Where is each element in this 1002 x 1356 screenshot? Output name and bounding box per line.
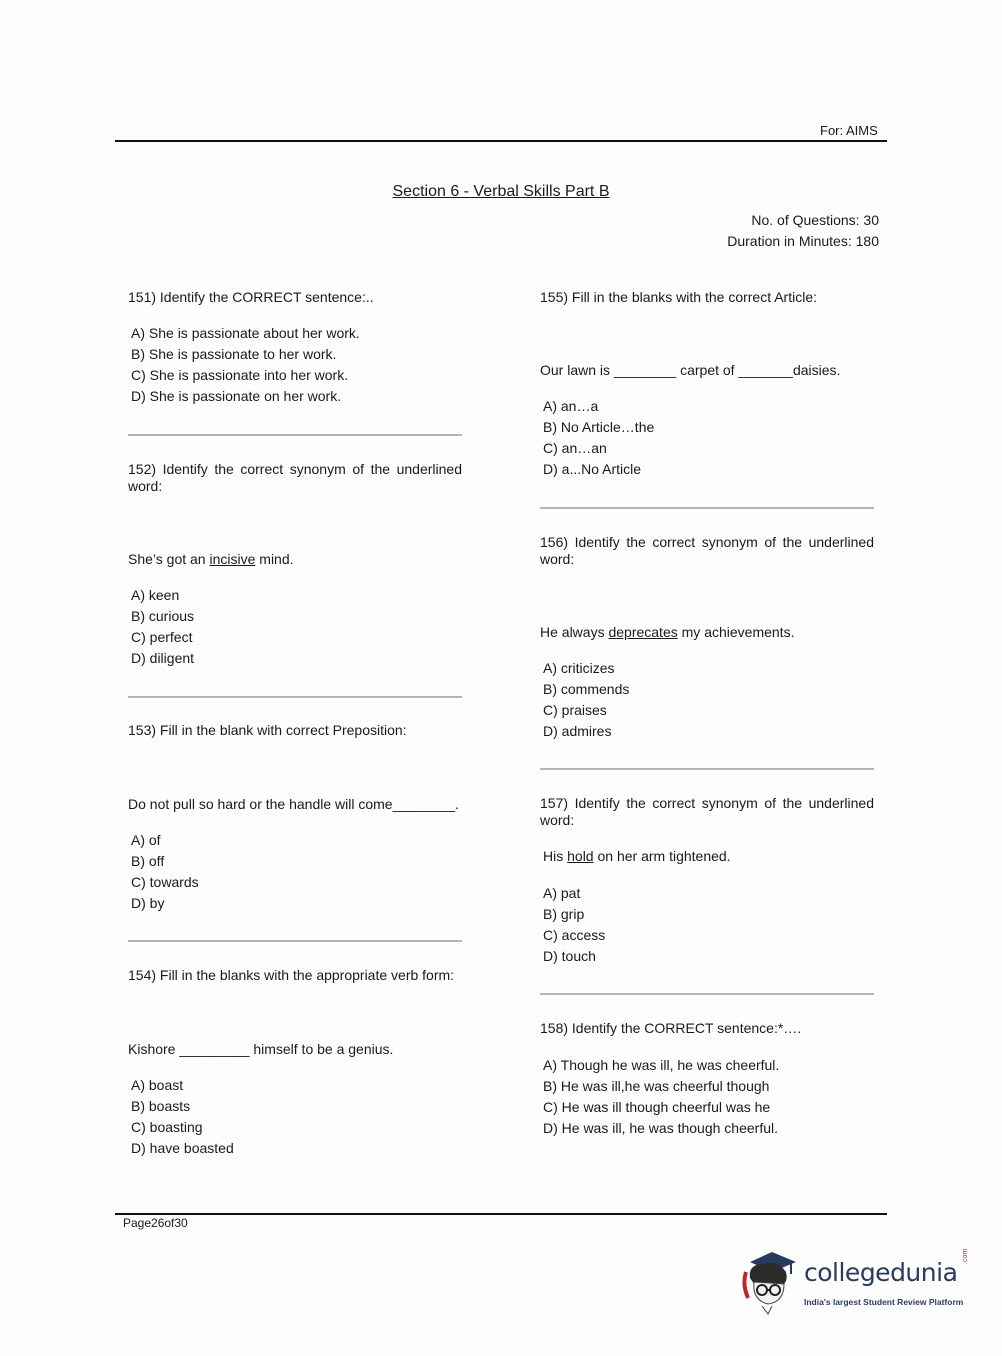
option-b: B) commends [543,681,630,697]
option-d: D) diligent [131,650,195,666]
option-a: A) keen [131,587,180,603]
options-list [543,396,654,480]
footer-rule [115,1213,887,1215]
option-c: C) perfect [131,629,193,645]
option-b: B) He was ill,he was cheerful though [543,1078,770,1094]
option-b: B) grip [543,906,585,922]
option-d: D) He was ill, he was though cheerful. [543,1120,778,1136]
options-list [543,1055,779,1139]
sentence-pre: She’s got an [128,551,210,567]
option-c: C) towards [131,874,199,890]
sentence-post: my achievements. [677,624,795,640]
mascot-icon [742,1248,804,1318]
underlined-word: deprecates [608,624,678,640]
question-153 [128,722,462,911]
question-stem: 154) Fill in the blanks with the appropriate verb form: [128,967,455,983]
section-title: Section 6 - Verbal Skills Part B [392,183,610,200]
option-d: D) admires [543,723,612,739]
option-c: C) He was ill though cheerful was he [543,1099,771,1115]
question-stem: 151) Identify the CORRECT sentence:.. [128,289,374,305]
options-list [543,658,629,742]
option-d: D) have boasted [131,1140,234,1156]
question-sentence: Our lawn is ________ carpet of _______daisies. [540,362,841,378]
option-c: C) an…an [543,440,607,456]
option-a: A) of [131,832,161,848]
logo-brand: collegedunia [804,1258,958,1287]
header-for-label: For: AIMS [820,123,878,138]
option-a: A) Though he was ill, he was cheerful. [543,1057,780,1073]
option-a: A) boast [131,1077,184,1093]
header-rule [115,140,887,142]
sentence-pre: His [543,848,568,864]
duration: Duration in Minutes: 180 [727,233,879,249]
question-158 [540,1020,874,1136]
question-stem: 156) Identify the correct synonym of the underlined word: [540,534,874,567]
option-b: B) boasts [131,1098,191,1114]
options-list [131,585,194,669]
option-b: B) off [131,853,165,869]
separator [540,768,874,770]
question-sentence [543,848,731,864]
option-b: B) No Article…the [543,419,655,435]
question-sentence [128,551,294,567]
underlined-word: hold [567,848,594,864]
sentence-pre: He always [540,624,609,640]
question-sentence: Kishore _________ himself to be a genius. [128,1041,394,1057]
question-sentence [540,624,794,640]
sentence-post: mind. [255,551,294,567]
question-155 [540,289,874,477]
underlined-word: incisive [209,551,256,567]
question-stem: 158) Identify the CORRECT sentence:*…. [540,1020,802,1036]
question-stem: 155) Fill in the blanks with the correct Article: [540,289,818,305]
logo-tagline: India's largest Student Review Platform [804,1297,964,1307]
question-156 [540,534,874,739]
separator [540,507,874,509]
options-list [131,1075,234,1159]
question-sentence: Do not pull so hard or the handle will come________. [128,796,459,812]
question-stem: 153) Fill in the blank with correct Preposition: [128,722,407,738]
option-d: D) a...No Article [543,461,642,477]
option-a: A) She is passionate about her work. [131,325,360,341]
option-d: D) by [131,895,165,911]
question-152 [128,461,462,666]
separator [540,993,874,995]
option-a: A) an…a [543,398,599,414]
collegedunia-logo [742,1248,974,1318]
separator [128,940,462,942]
question-count: No. of Questions: 30 [751,212,879,228]
option-c: C) She is passionate into her work. [131,367,349,383]
option-c: C) access [543,927,606,943]
logo-com: .com [962,1248,969,1264]
page-number: Page26of30 [123,1216,188,1230]
option-d: D) touch [543,948,596,964]
question-stem: 152) Identify the correct synonym of the underlined word: [128,461,462,494]
separator [128,434,462,436]
option-b: B) curious [131,608,195,624]
options-list [543,883,605,967]
option-c: C) boasting [131,1119,203,1135]
sentence-post: on her arm tightened. [593,848,731,864]
options-list [131,830,199,914]
question-157 [540,795,874,964]
question-154 [128,967,462,1156]
option-a: A) pat [543,885,581,901]
option-b: B) She is passionate to her work. [131,346,337,362]
question-stem: 157) Identify the correct synonym of the underlined word: [540,795,874,828]
option-a: A) criticizes [543,660,615,676]
options-list [131,323,360,407]
option-d: D) She is passionate on her work. [131,388,342,404]
option-c: C) praises [543,702,607,718]
separator [128,696,462,698]
question-151 [128,289,462,404]
